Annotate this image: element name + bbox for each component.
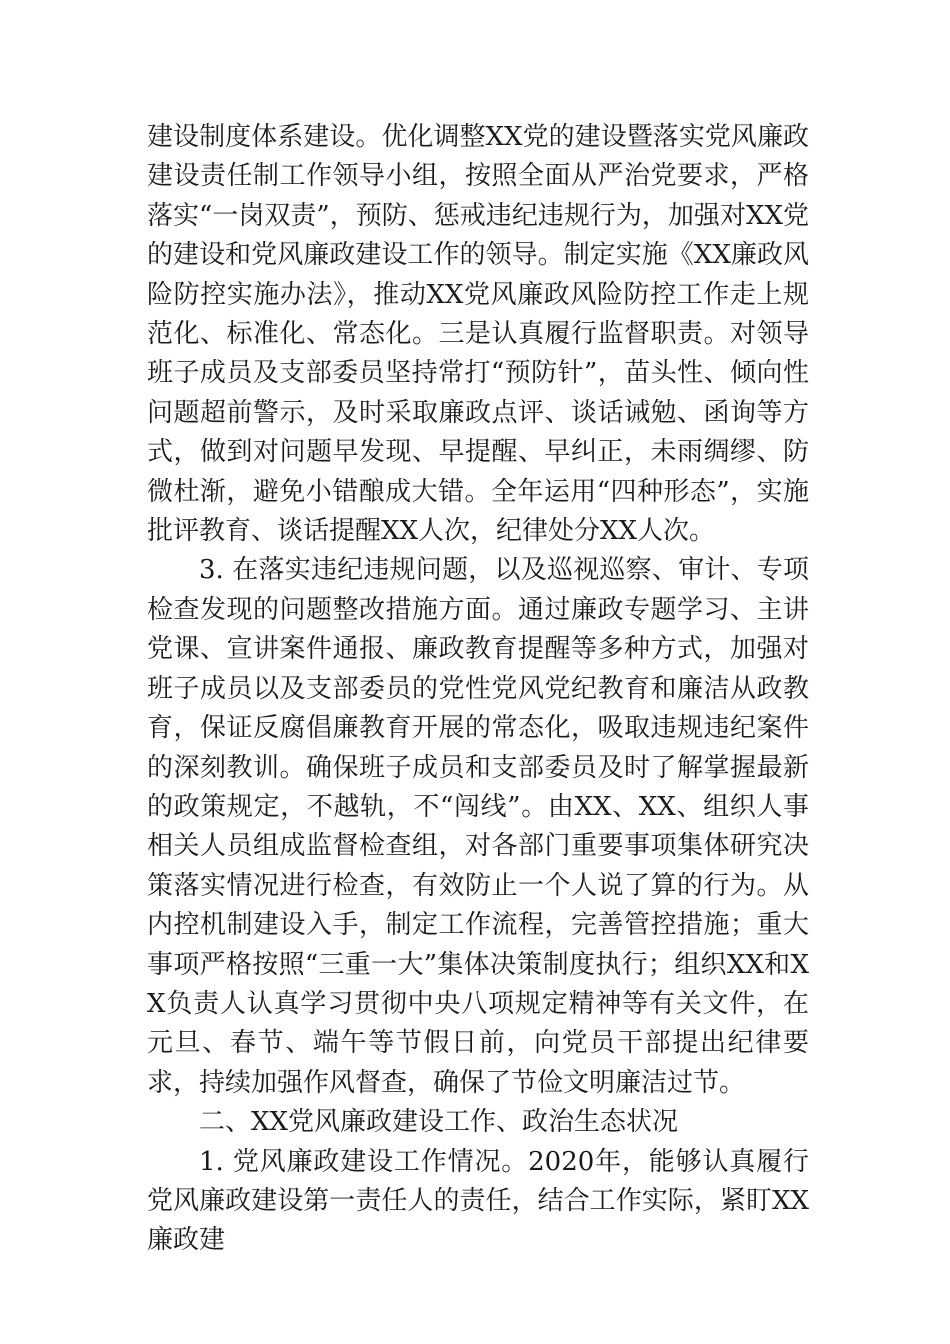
paragraph-section-3: 3. 在落实违纪违规问题，以及巡视巡察、审计、专项检查发现的问题整改措施方面。通过廉政专题学习、主讲党课、宣讲案件通报、廉政教育提醒等多种方式，加强对班子成员以及支部委员的党性党风党纪教育和廉洁从政教育，保证反腐倡廉教育开展的常态化，吸取违规违纪案件的深刻教训。确保班子成员和支部委员及时了解掌握最新的政策规定，不越轨，不“闯线”。由XX、XX、组织人事相关人员组成监督检查组，对各部门重要事项集体研究决策落实情况进行检查，有效防止一个人说了算的行为。从内控机制建设入手，制定工作流程，完善管控措施；重大事项严格按照“三重一大”集体决策制度执行；组织XX和XX负责人认真学习贯彻中央八项规定精神等有关文件，在元旦、春节、端午等节假日前，向党员干部提出纪律要求，持续加强作风督查，确保了节俭文明廉洁过节。 xyxy=(147,555,809,1098)
document-body xyxy=(147,118,809,1261)
paragraph-continuation: 建设制度体系建设。优化调整XX党的建设暨落实党风廉政建设责任制工作领导小组，按照全面从严治党要求，严格落实“一岗双责”，预防、惩戒违纪违规行为，加强对XX党的建设和党风廉政建设工作的领导。制定实施《XX廉政风险防控实施办法》，推动XX党风廉政风险防控工作走上规范化、标准化、常态化。三是认真履行监督职责。对领导班子成员及支部委员坚持常打“预防针”，苗头性、倾向性问题超前警示，及时采取廉政点评、谈话诫勉、函询等方式，做到对问题早发现、早提醒、早纠正，未雨绸缪、防微杜渐，避免小错酿成大错。全年运用“四种形态”，实施批评教育、谈话提醒XX人次，纪律处分XX人次。 xyxy=(147,122,809,547)
paragraph-section-2-1: 1. 党风廉政建设工作情况。2020年，能够认真履行党风廉政建设第一责任人的责任，结合工作实际，紧盯XX廉政建 xyxy=(147,1146,809,1256)
section-heading-2: 二、XX党风廉政建设工作、政治生态状况 xyxy=(199,1107,679,1138)
